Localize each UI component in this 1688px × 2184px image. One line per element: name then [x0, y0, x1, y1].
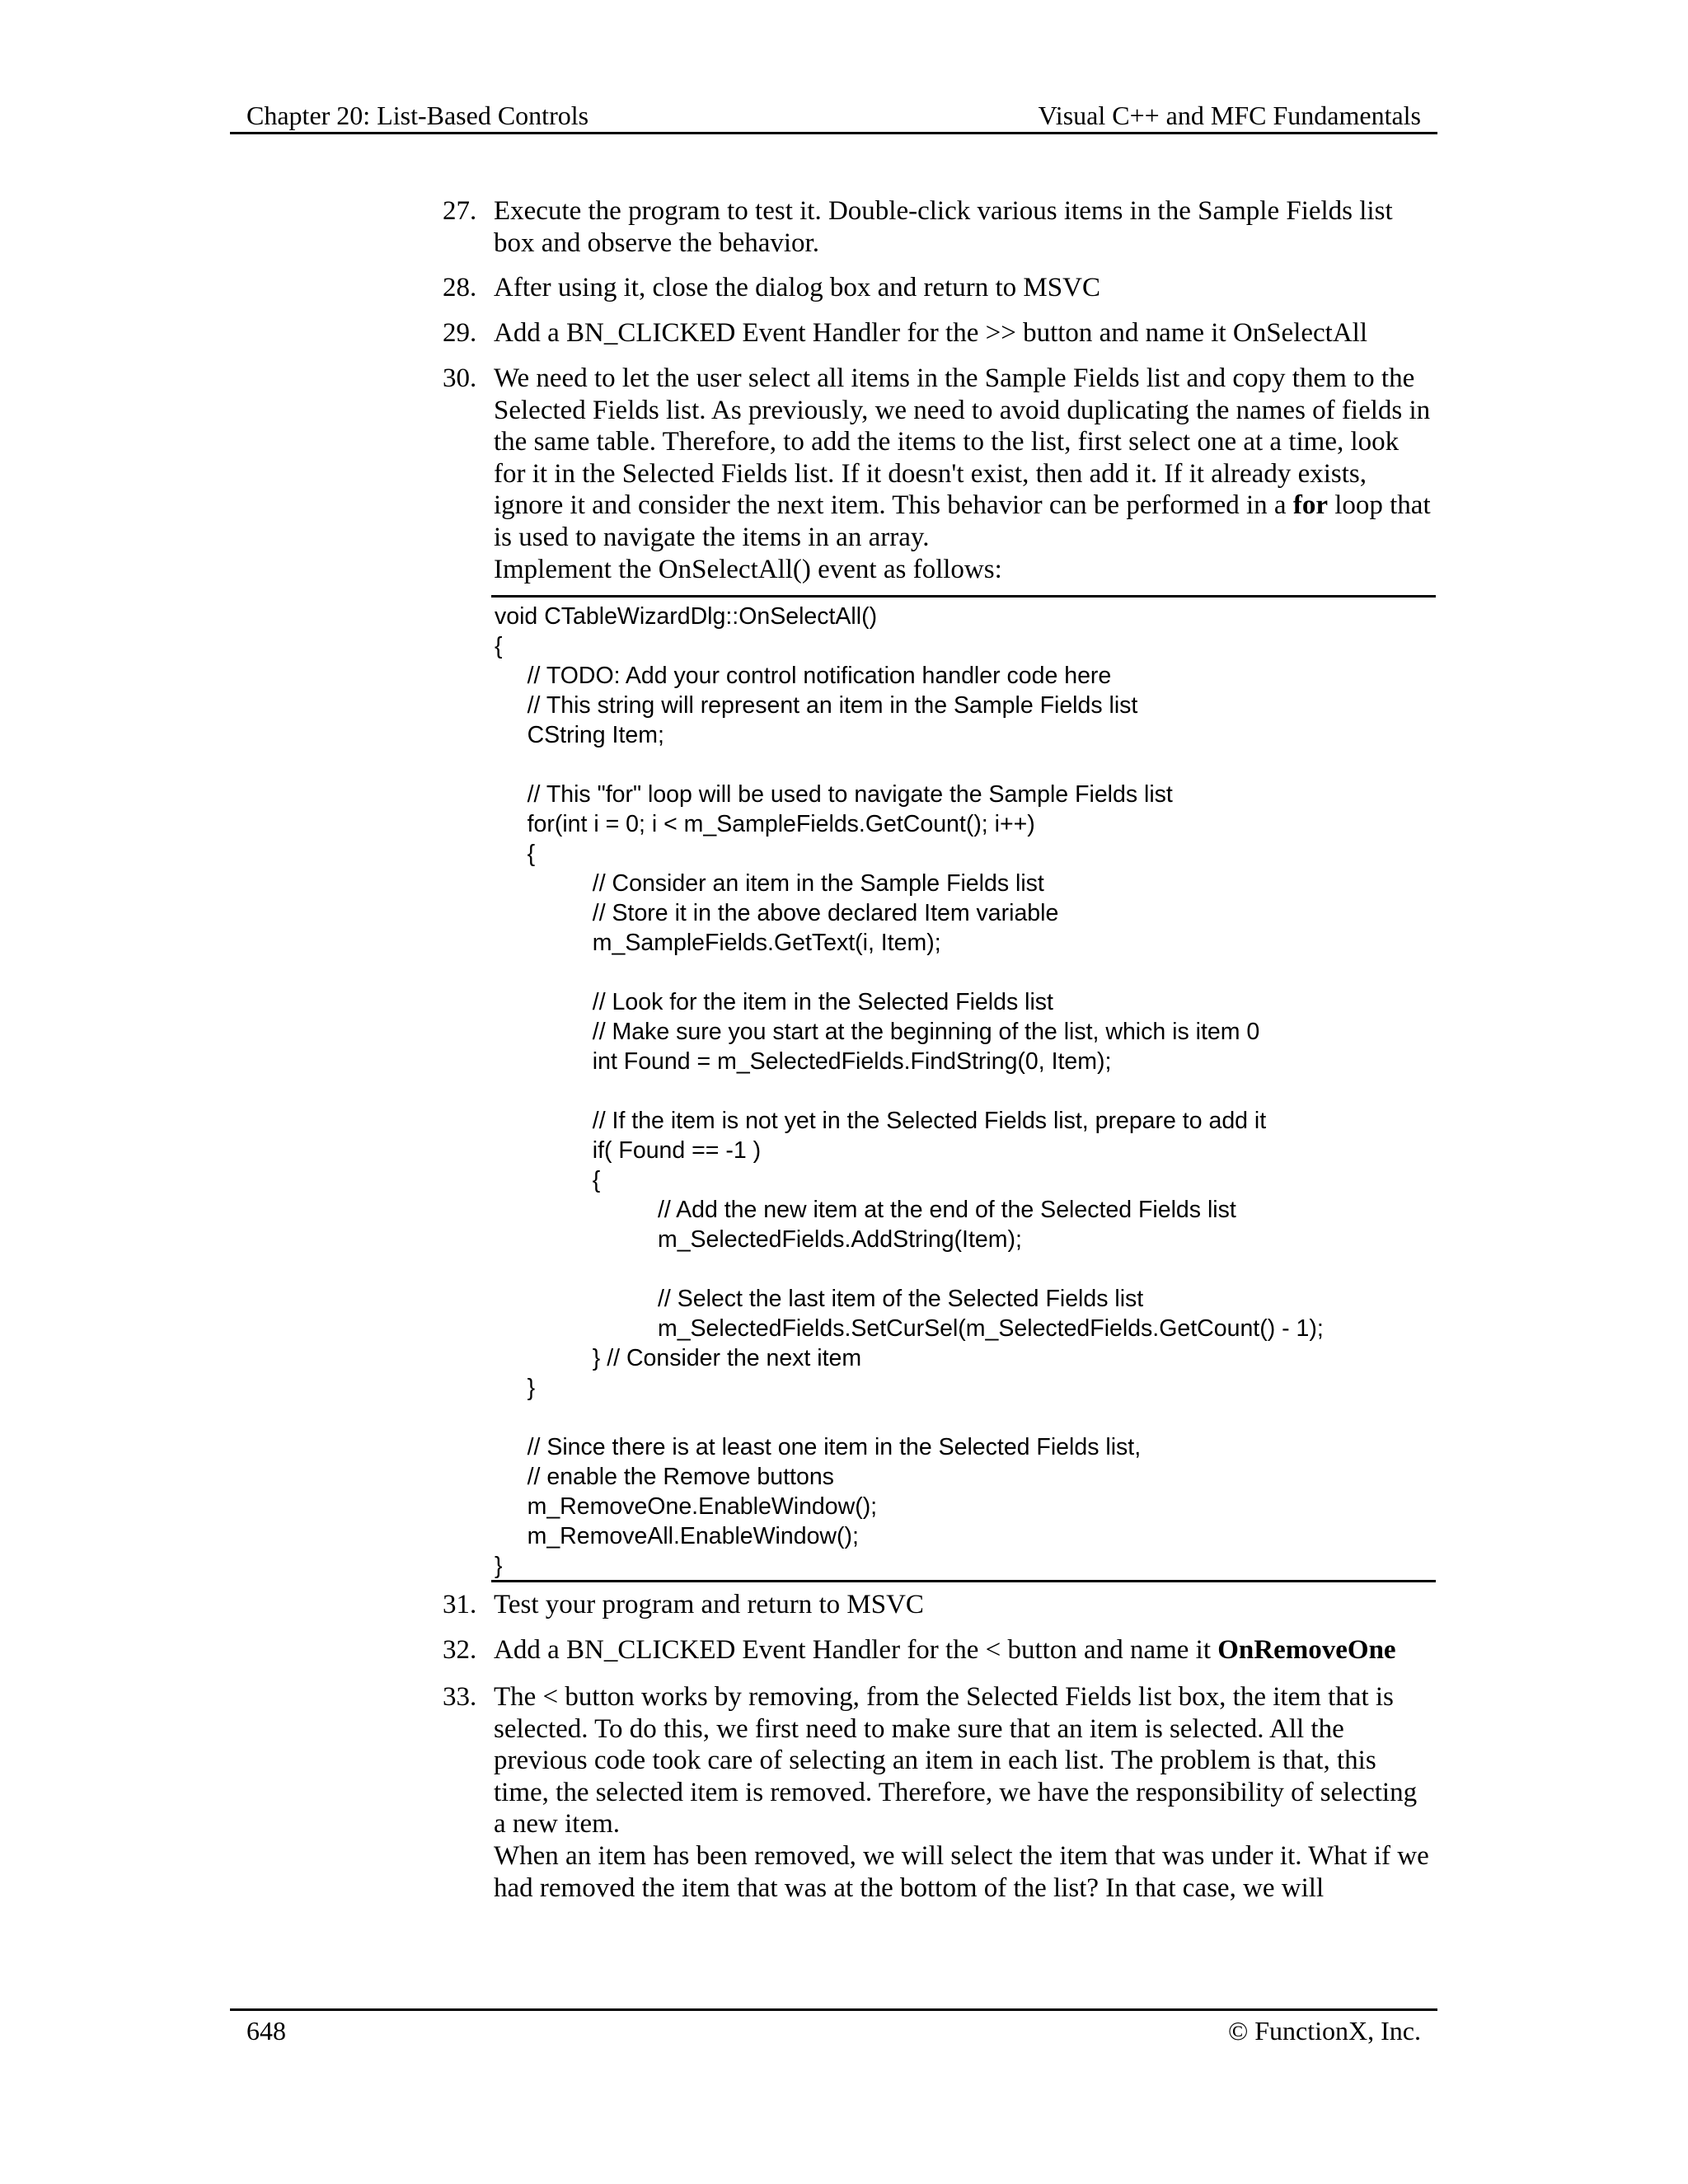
code-line: // Make sure you start at the beginning of the list, which is item 0 — [495, 1019, 1260, 1045]
code-line: // Look for the item in the Selected Fields list — [495, 989, 1053, 1015]
code-line: // Store it in the above declared Item variable — [495, 900, 1059, 926]
code-line — [495, 750, 1434, 780]
code-line: } — [495, 1375, 536, 1401]
step-text — [494, 363, 1433, 585]
code-line: m_SelectedFields.SetCurSel(m_SelectedFields.GetCount() - 1); — [495, 1315, 1324, 1342]
code-line — [495, 1076, 1434, 1106]
code-line — [495, 1254, 1434, 1284]
step-number: 31. — [443, 1590, 477, 1619]
step-paragraph: Implement the OnSelectAll() event as follows: — [494, 554, 1002, 584]
code-line: int Found = m_SelectedFields.FindString(0, Item); — [495, 1048, 1112, 1075]
page-footer — [230, 2008, 1437, 2046]
step-text: After using it, close the dialog box and return to MSVC — [494, 273, 1100, 302]
step-number: 28. — [443, 273, 477, 302]
code-line: if( Found == -1 ) — [495, 1137, 762, 1164]
step-paragraph — [494, 363, 1433, 554]
copyright: © FunctionX, Inc. — [1227, 2016, 1421, 2046]
step-paragraph: The < button works by removing, from the Selected Fields list box, the item that is selected. To do this, we first need to make sure that an item is selected. All the previous code took care of selecting an item in each list. The problem is that, this time, the selected item is removed. Therefore, we have the responsibility of selecting a new item. — [494, 1682, 1418, 1840]
step-number: 33. — [443, 1682, 477, 1712]
code-line: // If the item is not yet in the Selected Fields list, prepare to add it — [495, 1108, 1267, 1134]
code-line — [495, 958, 1434, 987]
code-bottom-rule — [491, 1580, 1436, 1582]
code-line: // Since there is at least one item in the Selected Fields list, — [495, 1434, 1142, 1460]
code-line: void CTableWizardDlg::OnSelectAll() — [495, 603, 878, 630]
code-top-rule — [491, 595, 1436, 598]
code-line: m_RemoveOne.EnableWindow(); — [495, 1493, 878, 1520]
step-number: 27. — [443, 196, 477, 226]
step-text — [494, 1681, 1433, 1904]
step-text: Execute the program to test it. Double-click various items in the Sample Fields list box and observe the behavior. — [494, 196, 1393, 258]
code-line: // Add the new item at the end of the Selected Fields list — [495, 1197, 1236, 1223]
code-line: // enable the Remove buttons — [495, 1464, 834, 1490]
code-line: // TODO: Add your control notification handler code here — [495, 663, 1112, 689]
code-line: } — [495, 1553, 503, 1579]
code-line: CString Item; — [495, 722, 664, 748]
code-line: { — [495, 841, 536, 867]
text-run: loop that is used to navigate the items in an array. — [494, 490, 1431, 552]
code-line — [495, 1403, 1434, 1432]
code-line: // Select the last item of the Selected Fields list — [495, 1286, 1144, 1312]
code-listing — [495, 602, 1434, 1581]
code-line: { — [495, 1167, 601, 1193]
code-line: m_RemoveAll.EnableWindow(); — [495, 1523, 859, 1549]
handler-name: OnRemoveOne — [1217, 1635, 1396, 1665]
chapter-title: Chapter 20: List-Based Controls — [246, 101, 589, 130]
step-number: 32. — [443, 1635, 477, 1665]
step-text: Test your program and return to MSVC — [494, 1590, 924, 1619]
step-text — [494, 1634, 1433, 1666]
keyword-for: for — [1292, 490, 1328, 521]
text-run: We need to let the user select all items in the Sample Fields list and copy them to the Selected Fields list. As previously, we need to avoid duplicating the names of fields in the same table. Therefore, to add the items to the list, first select one at a time, look for it in the Selected Fields list. If it doesn't exist, then add it. If it already exists, ignore it and consider the next item. This behavior can be performed in a — [494, 363, 1431, 521]
code-line: } // Consider the next item — [495, 1345, 862, 1371]
book-title: Visual C++ and MFC Fundamentals — [1038, 101, 1421, 130]
code-line: // This "for" loop will be used to navigate the Sample Fields list — [495, 781, 1173, 808]
page-header — [230, 99, 1437, 134]
code-line: m_SelectedFields.AddString(Item); — [495, 1226, 1022, 1253]
code-line: // Consider an item in the Sample Fields list — [495, 870, 1044, 897]
step-number: 29. — [443, 318, 477, 348]
step-text: Add a BN_CLICKED Event Handler for the >> button and name it OnSelectAll — [494, 318, 1367, 348]
code-line: // This string will represent an item in the Sample Fields list — [495, 692, 1138, 719]
step-number: 30. — [443, 363, 477, 393]
code-line: for(int i = 0; i < m_SampleFields.GetCount(); i++) — [495, 811, 1035, 837]
code-line: { — [495, 633, 503, 659]
page-number: 648 — [246, 2016, 286, 2046]
step-paragraph: When an item has been removed, we will select the item that was under it. What if we had removed the item that was at the bottom of the list? In that case, we will — [494, 1840, 1429, 1903]
code-line: m_SampleFields.GetText(i, Item); — [495, 930, 941, 956]
text-run: Add a BN_CLICKED Event Handler for the < button and name it — [494, 1635, 1218, 1665]
